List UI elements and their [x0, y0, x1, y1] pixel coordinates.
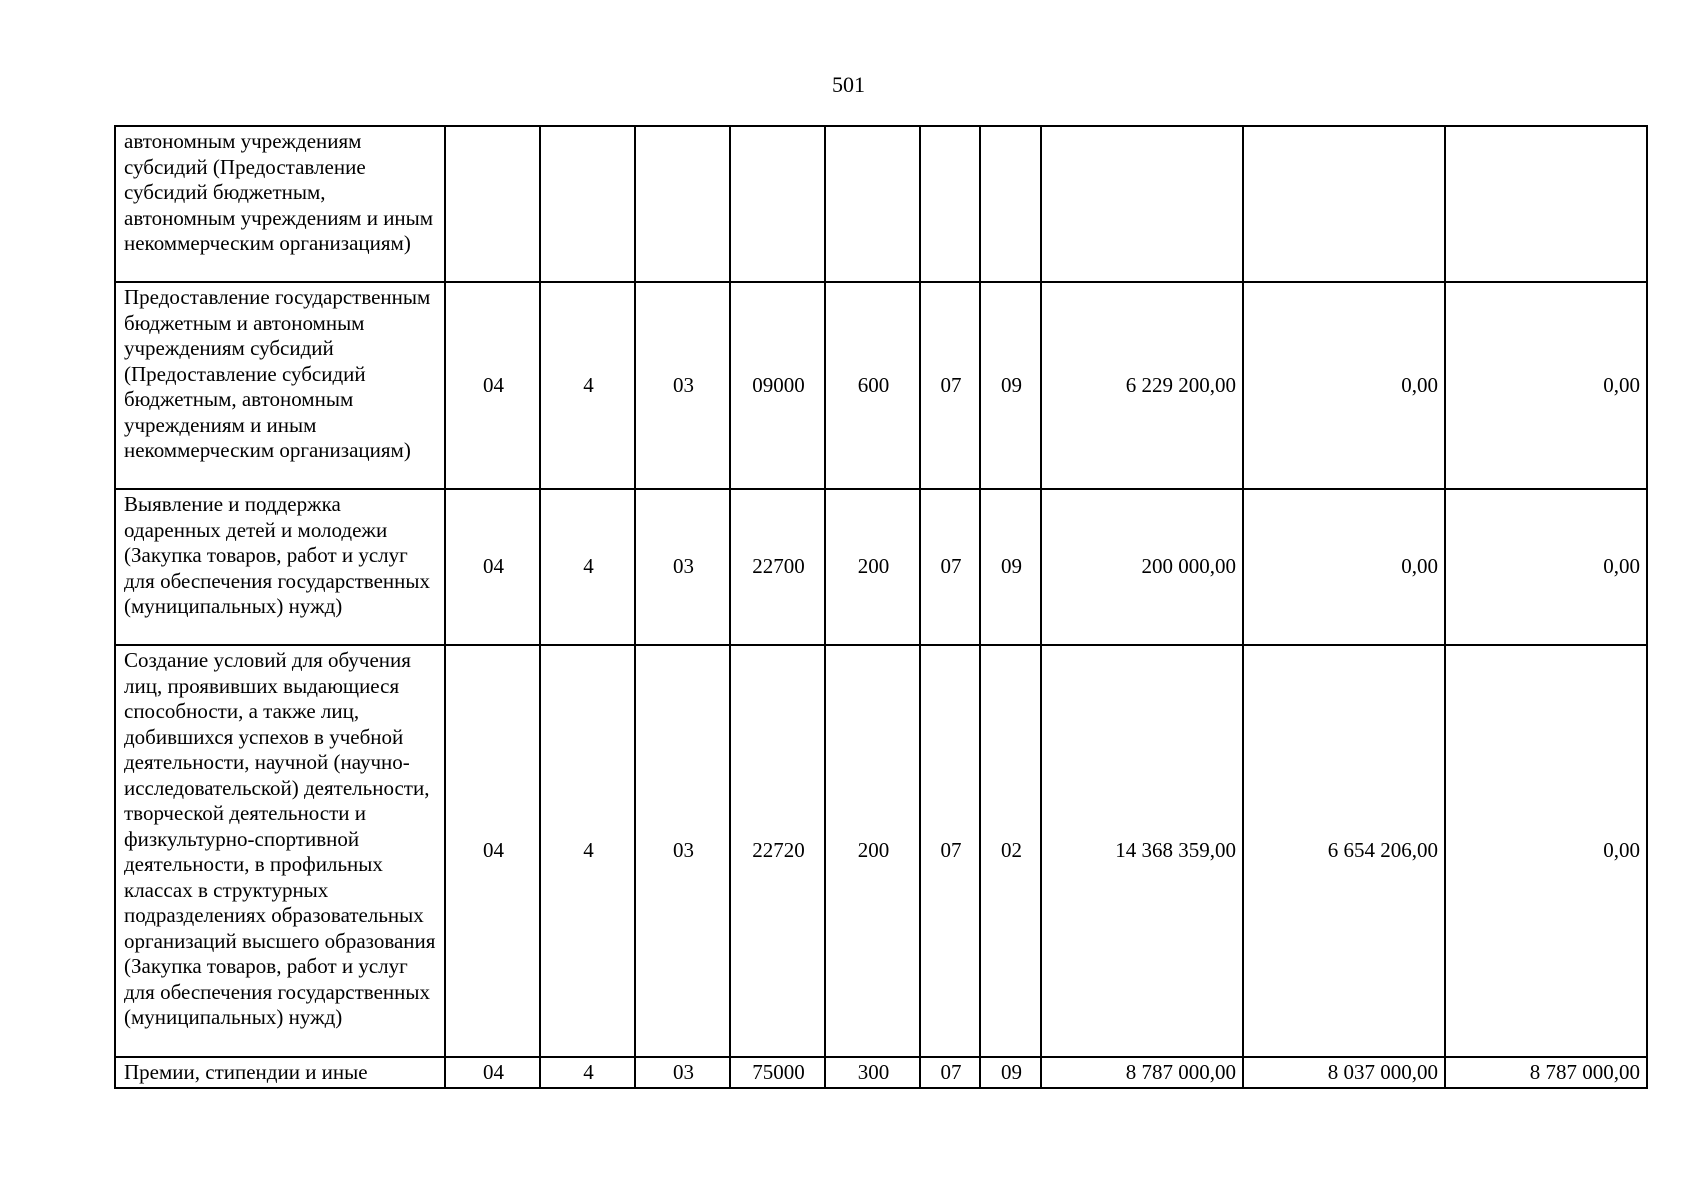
- budget-table: [114, 125, 1648, 1089]
- cell-main-measure: 03: [635, 1057, 730, 1088]
- cell-program: 04: [445, 645, 540, 1057]
- page-number: 501: [832, 72, 865, 97]
- cell-expense-type: 300: [825, 1057, 920, 1088]
- cell-subprogram: 4: [540, 1057, 635, 1088]
- cell-subsection: [980, 126, 1041, 282]
- cell-program: [445, 126, 540, 282]
- cell-section: 07: [920, 489, 980, 645]
- table-row: [115, 645, 1647, 1057]
- cell-program: 04: [445, 1057, 540, 1088]
- cell-amount-year-1: 14 368 359,00: [1041, 645, 1243, 1057]
- cell-amount-year-3: 0,00: [1445, 489, 1647, 645]
- row-description: Предоставление государственным бюджетным и автономным учреждениям субсидий (Предоставление субсидий бюджетным, автономным учреждениям и иным некоммерческим организациям): [115, 282, 445, 489]
- row-description: Премии, стипендии и иные: [115, 1057, 445, 1088]
- cell-amount-year-2: 6 654 206,00: [1243, 645, 1445, 1057]
- cell-subprogram: 4: [540, 645, 635, 1057]
- row-description: Создание условий для обучения лиц, проявивших выдающиеся способности, а также лиц, добившихся успехов в учебной деятельности, научной (научно-исследовательской) деятельности, творческой деятельности и физкультурно-спортивной деятельности, в профильных классах в структурных подразделениях образовательных организаций высшего образования (Закупка товаров, работ и услуг для обеспечения государственных (муниципальных) нужд): [115, 645, 445, 1057]
- cell-main-measure: 03: [635, 282, 730, 489]
- cell-amount-year-1: [1041, 126, 1243, 282]
- cell-main-measure: 03: [635, 645, 730, 1057]
- table-row: [115, 282, 1647, 489]
- cell-expense-type: 200: [825, 489, 920, 645]
- cell-direction: 75000: [730, 1057, 825, 1088]
- cell-amount-year-2: 0,00: [1243, 282, 1445, 489]
- cell-direction: 22700: [730, 489, 825, 645]
- cell-subprogram: 4: [540, 282, 635, 489]
- cell-subprogram: 4: [540, 489, 635, 645]
- cell-amount-year-2: [1243, 126, 1445, 282]
- cell-subsection: 09: [980, 282, 1041, 489]
- cell-program: 04: [445, 282, 540, 489]
- cell-subsection: 02: [980, 645, 1041, 1057]
- cell-section: [920, 126, 980, 282]
- cell-amount-year-1: 200 000,00: [1041, 489, 1243, 645]
- cell-direction: [730, 126, 825, 282]
- cell-main-measure: 03: [635, 489, 730, 645]
- cell-section: 07: [920, 645, 980, 1057]
- cell-amount-year-1: 8 787 000,00: [1041, 1057, 1243, 1088]
- cell-amount-year-2: 0,00: [1243, 489, 1445, 645]
- cell-main-measure: [635, 126, 730, 282]
- cell-direction: 09000: [730, 282, 825, 489]
- cell-section: 07: [920, 282, 980, 489]
- cell-amount-year-3: 8 787 000,00: [1445, 1057, 1647, 1088]
- row-description: Выявление и поддержка одаренных детей и молодежи (Закупка товаров, работ и услуг для обеспечения государственных (муниципальных) нужд): [115, 489, 445, 645]
- cell-amount-year-1: 6 229 200,00: [1041, 282, 1243, 489]
- cell-program: 04: [445, 489, 540, 645]
- row-description: автономным учреждениям субсидий (Предоставление субсидий бюджетным, автономным учреждениям и иным некоммерческим организациям): [115, 126, 445, 282]
- cell-amount-year-3: 0,00: [1445, 645, 1647, 1057]
- cell-direction: 22720: [730, 645, 825, 1057]
- cell-expense-type: 200: [825, 645, 920, 1057]
- table-row: [115, 126, 1647, 282]
- cell-subsection: 09: [980, 1057, 1041, 1088]
- cell-expense-type: [825, 126, 920, 282]
- cell-expense-type: 600: [825, 282, 920, 489]
- cell-amount-year-3: 0,00: [1445, 282, 1647, 489]
- table-row: [115, 489, 1647, 645]
- cell-subsection: 09: [980, 489, 1041, 645]
- cell-subprogram: [540, 126, 635, 282]
- table-row: [115, 1057, 1647, 1088]
- cell-amount-year-3: [1445, 126, 1647, 282]
- cell-amount-year-2: 8 037 000,00: [1243, 1057, 1445, 1088]
- cell-section: 07: [920, 1057, 980, 1088]
